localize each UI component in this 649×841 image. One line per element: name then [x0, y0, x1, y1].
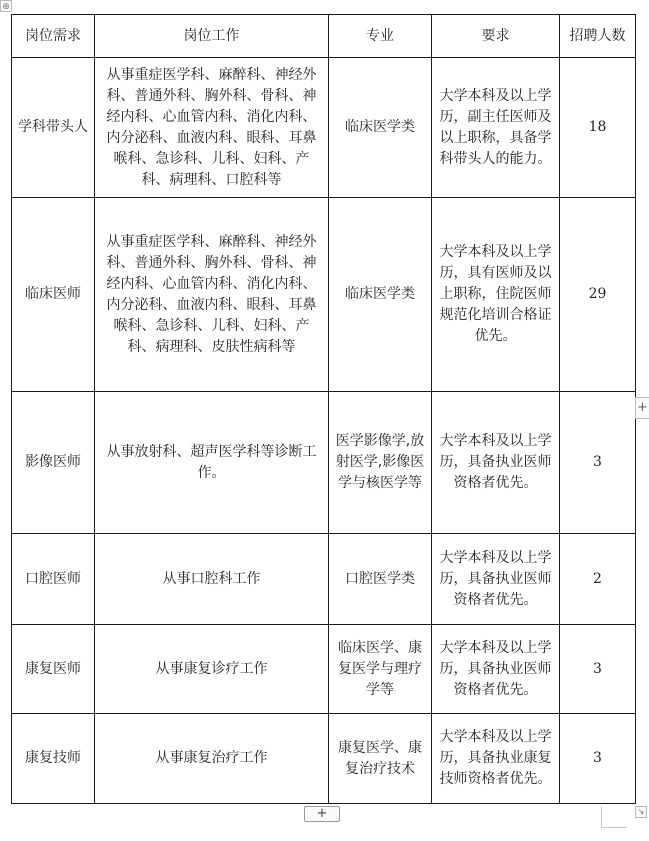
cell-duties: 从事放射科、超声医学科等诊断工作。 [95, 392, 329, 534]
table-row [12, 392, 636, 534]
cell-position: 康复技师 [12, 714, 95, 804]
cell-position: 临床医师 [12, 198, 95, 392]
cell-major: 临床医学类 [329, 198, 432, 392]
header-position: 岗位需求 [12, 15, 95, 58]
header-requirement: 要求 [432, 15, 560, 58]
cell-count: 3 [560, 625, 636, 714]
page-corner-mark [601, 806, 627, 828]
cell-major: 临床医学类 [329, 58, 432, 198]
cell-duties: 从事口腔科工作 [95, 534, 329, 625]
header-count: 招聘人数 [560, 15, 636, 58]
cell-major: 临床医学、康复医学与理疗学等 [329, 625, 432, 714]
cell-position: 影像医师 [12, 392, 95, 534]
table-row [12, 58, 636, 198]
cell-duties: 从事重症医学科、麻醉科、神经外科、普通外科、胸外科、骨科、神经内科、心血管内科、消化内科、内分泌科、血液内科、眼科、耳鼻喉科、急诊科、儿科、妇科、产科、病理科、皮肤性病科等 [95, 198, 329, 392]
recruitment-table [11, 14, 636, 804]
add-column-right-button[interactable]: + [635, 397, 649, 419]
table-row [12, 534, 636, 625]
cell-requirement: 大学本科及以上学历，具备执业医师资格者优先。 [432, 534, 560, 625]
cell-requirement: 大学本科及以上学历，具备执业医师资格者优先。 [432, 625, 560, 714]
cell-count: 29 [560, 198, 636, 392]
cell-duties: 从事康复治疗工作 [95, 714, 329, 804]
table-row [12, 198, 636, 392]
table-row [12, 714, 636, 804]
cell-position: 口腔医师 [12, 534, 95, 625]
cell-count: 18 [560, 58, 636, 198]
cell-duties: 从事康复诊疗工作 [95, 625, 329, 714]
cell-position: 康复医师 [12, 625, 95, 714]
cell-count: 2 [560, 534, 636, 625]
cell-requirement: 大学本科及以上学历，具备执业医师资格者优先。 [432, 392, 560, 534]
table-row [12, 625, 636, 714]
cell-count: 3 [560, 392, 636, 534]
table-move-handle[interactable]: ⊕ [0, 0, 12, 12]
cell-requirement: 大学本科及以上学历，副主任医师及以上职称，具备学科带头人的能力。 [432, 58, 560, 198]
cell-requirement: 大学本科及以上学历，具备执业康复技师资格者优先。 [432, 714, 560, 804]
add-row-button[interactable]: + [304, 806, 340, 822]
cell-requirement: 大学本科及以上学历，具有医师及以上职称，住院医师规范化培训合格证优先。 [432, 198, 560, 392]
header-duties: 岗位工作 [95, 15, 329, 58]
cell-major: 康复医学、康复治疗技术 [329, 714, 432, 804]
cell-duties: 从事重症医学科、麻醉科、神经外科、普通外科、胸外科、骨科、神经内科、心血管内科、消化内科、内分泌科、血液内科、眼科、耳鼻喉科、急诊科、儿科、妇科、产科、病理科、口腔科等 [95, 58, 329, 198]
cell-major: 医学影像学,放射医学,影像医学与核医学等 [329, 392, 432, 534]
table-resize-handle[interactable]: ↘ [635, 806, 647, 818]
cell-position: 学科带头人 [12, 58, 95, 198]
header-major: 专业 [329, 15, 432, 58]
table-header-row [12, 15, 636, 58]
cell-count: 3 [560, 714, 636, 804]
cell-major: 口腔医学类 [329, 534, 432, 625]
